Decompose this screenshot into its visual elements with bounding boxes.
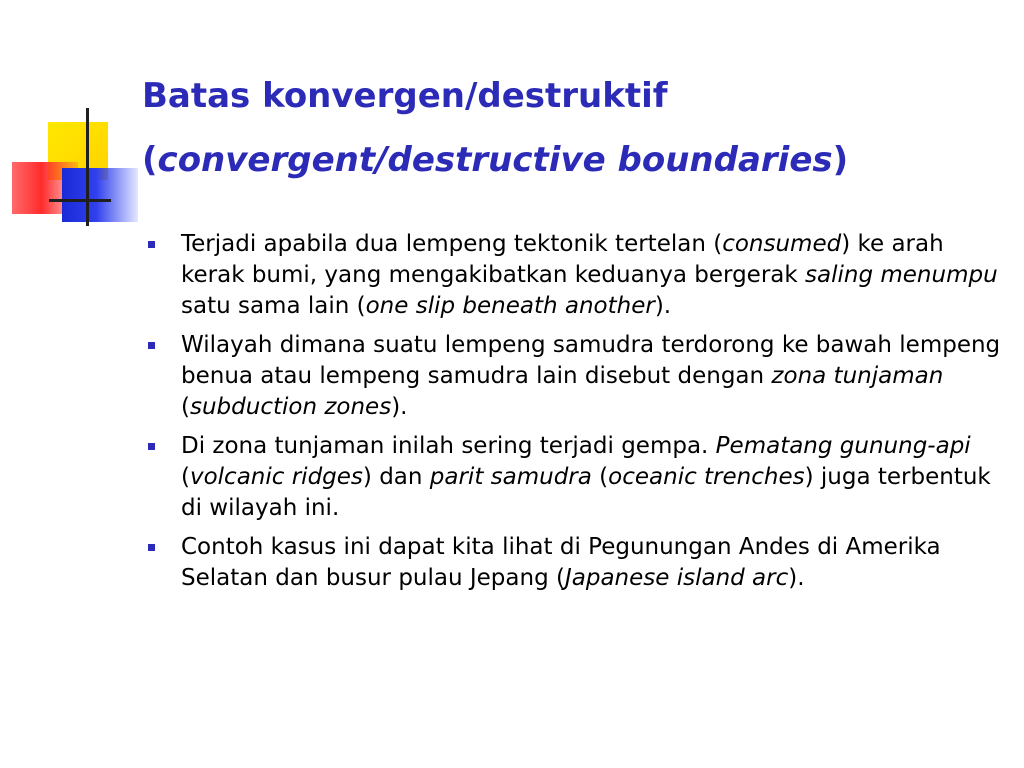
bullet-italic-term: Japanese island arc xyxy=(564,565,789,591)
bullet-text: ( xyxy=(181,394,190,420)
slide-title xyxy=(142,64,1002,192)
square-bullet-icon xyxy=(148,342,155,349)
square-bullet-icon xyxy=(148,544,155,551)
bullet-italic-term: zona tunjaman xyxy=(771,363,944,389)
bullet-italic-term: Pematang gunung-api xyxy=(715,433,971,459)
bullet-text: ) juga terbentuk di wilayah ini. xyxy=(181,464,991,521)
bullet-text: ( xyxy=(181,464,190,490)
bullet-italic-term: oceanic trenches xyxy=(608,464,805,490)
bullet-text: Terjadi apabila dua lempeng tektonik tertelan ( xyxy=(181,231,723,257)
bullet-item-1 xyxy=(148,229,1008,322)
horizontal-line-decoration xyxy=(49,199,111,202)
bullet-item-4 xyxy=(148,532,1008,594)
bullet-item-3 xyxy=(148,431,1008,524)
bullet-text: ) ke arah kerak bumi, yang mengakibatkan keduanya bergerak xyxy=(181,231,944,288)
bullet-text: ). xyxy=(391,394,408,420)
bullet-text: ). xyxy=(788,565,805,591)
bullet-italic-term: volcanic ridges xyxy=(189,464,363,490)
bullet-text: Wilayah dimana suatu lempeng samudra terdorong ke bawah lempeng benua atau lempeng samudra lain disebut dengan xyxy=(181,332,1001,389)
bullet-italic-term: subduction zones xyxy=(189,394,392,420)
bullet-italic-term: saling menumpu xyxy=(805,262,998,288)
bullet-list xyxy=(148,229,1008,602)
square-bullet-icon xyxy=(148,241,155,248)
bullet-text: Contoh kasus ini dapat kita lihat di Pegunungan Andes di Amerika Selatan dan busur pulau Jepang ( xyxy=(181,534,941,591)
bullet-text: ) dan xyxy=(362,464,430,490)
bullet-italic-term: consumed xyxy=(722,231,842,257)
title-line-1: Batas konvergen/destruktif xyxy=(142,76,668,116)
square-bullet-icon xyxy=(148,443,155,450)
bullet-item-2 xyxy=(148,330,1008,423)
vertical-line-decoration xyxy=(86,108,89,226)
title-open-paren: ( xyxy=(142,140,158,180)
bullet-text: satu sama lain ( xyxy=(181,293,366,319)
title-english-term: convergent/destructive boundaries xyxy=(157,140,833,180)
decorative-squares xyxy=(0,0,150,240)
bullet-italic-term: one slip beneath another xyxy=(365,293,655,319)
bullet-text: ( xyxy=(591,464,609,490)
title-close-paren: ) xyxy=(832,140,849,180)
bullet-text: ). xyxy=(654,293,672,319)
blue-square-decoration xyxy=(62,168,138,222)
title-line-2 xyxy=(142,128,1002,192)
bullet-text: Di zona tunjaman inilah sering terjadi gempa. xyxy=(181,433,716,459)
bullet-italic-term: parit samudra xyxy=(429,464,592,490)
